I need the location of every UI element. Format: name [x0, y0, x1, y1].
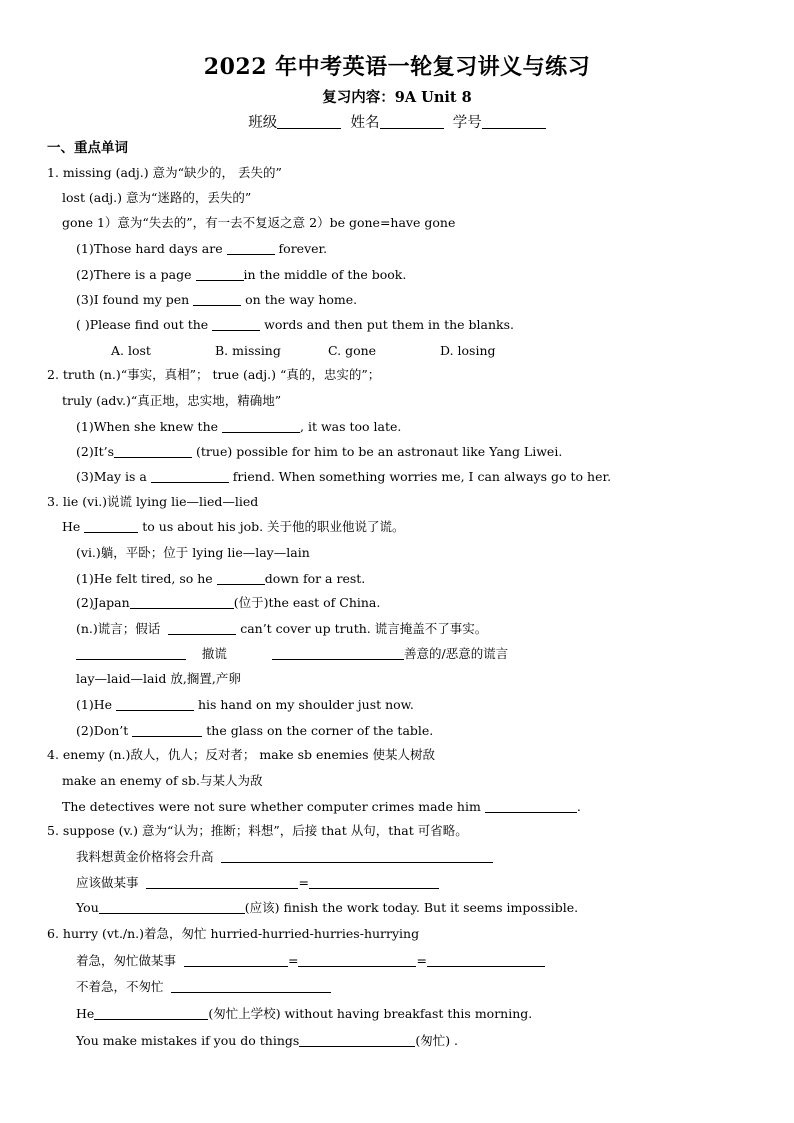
item-5-line-4: You (应该) finish the work today. But it seems impossible.	[76, 900, 579, 915]
item-6-heading: 6. hurry (vt./n.)着急，匆忙 hurried-hurried-hurries-hurrying	[47, 926, 420, 941]
item-1-line-2: lost (adj.) 意为“迷路的，丢失的”	[62, 190, 252, 205]
page-subtitle: 复习内容：9A Unit 8	[322, 89, 472, 106]
item-3-question-3: (1)He his hand on my shoulder just now.	[76, 697, 414, 712]
choice-b[interactable]: B. missing	[215, 343, 281, 358]
answer-blank[interactable]	[222, 420, 300, 433]
answer-blank[interactable]	[309, 876, 439, 889]
item-3-question-1: (1)He felt tired, so he down for a rest.	[76, 571, 366, 586]
item-1-question-3: (3)I found my pen on the way home.	[76, 292, 358, 307]
name-field[interactable]	[380, 114, 444, 129]
item-4-question-1: The detectives were not sure whether computer crimes made him .	[62, 799, 581, 814]
item-1-question-4: ( )Please find out the words and then put them in the blanks.	[76, 317, 514, 332]
item-2-question-2: (2)It’s (true) possible for him to be an astronaut like Yang Liwei.	[76, 444, 563, 459]
answer-blank[interactable]	[114, 445, 192, 458]
number-label: 学号	[452, 115, 482, 131]
item-3-line-4: (n.)谎言；假话 can’t cover up truth. 谎言掩盖不了事实。	[76, 621, 488, 636]
answer-blank[interactable]	[116, 698, 194, 711]
item-2-question-3: (3)May is a friend. When something worries me, I can always go to her.	[76, 469, 612, 484]
answer-blank[interactable]	[485, 800, 577, 813]
item-3-line-6: lay—laid—laid 放,搁置,产卵	[76, 671, 241, 686]
item-5-line-2: 我料想黄金价格将会升高	[76, 849, 493, 865]
answer-blank[interactable]	[227, 242, 275, 255]
answer-blank[interactable]	[132, 724, 202, 737]
item-3-question-2: (2)Japan (位于)the east of China.	[76, 595, 381, 610]
choice-d[interactable]: D. losing	[440, 343, 496, 358]
item-5-line-3: 应该做某事 =	[76, 875, 439, 891]
student-info-row	[0, 111, 794, 132]
item-2-line-2: truly (adv.)“真正地，忠实地，精确地”	[62, 393, 282, 408]
item-6-line-2: 着急，匆忙做某事 = =	[76, 953, 545, 969]
item-2-heading: 2. truth (n.)“事实，真相”； true (adj.) “真的，忠实的”；	[47, 367, 381, 382]
item-4-heading: 4. enemy (n.)敌人，仇人；反对者； make sb enemies 使某人树敌	[47, 747, 436, 762]
number-field[interactable]	[482, 114, 546, 129]
answer-blank[interactable]	[196, 268, 244, 281]
item-3-line-5: 撤谎	[76, 646, 227, 662]
item-1-question-1: (1)Those hard days are forever.	[76, 241, 328, 256]
item-5-heading: 5. suppose (v.) 意为“认为；推断；料想”，后接 that 从句，that 可省略。	[47, 823, 468, 838]
name-label: 姓名	[350, 115, 380, 131]
answer-blank[interactable]	[298, 954, 416, 967]
answer-blank[interactable]	[94, 1007, 208, 1020]
answer-blank[interactable]	[299, 1034, 415, 1047]
answer-blank[interactable]	[221, 850, 493, 863]
item-4-line-2: make an enemy of sb.与某人为敌	[62, 773, 263, 788]
item-3-question-4: (2)Don’t the glass on the corner of the table.	[76, 723, 434, 738]
class-field[interactable]	[277, 114, 341, 129]
answer-blank[interactable]	[130, 596, 234, 609]
item-6-line-4: He (匆忙上学校) without having breakfast this morning.	[76, 1006, 533, 1021]
answer-blank[interactable]	[99, 901, 245, 914]
answer-blank[interactable]	[171, 980, 331, 993]
answer-blank[interactable]	[76, 647, 186, 660]
answer-blank[interactable]	[151, 470, 229, 483]
answer-blank[interactable]	[184, 954, 288, 967]
item-3-line-2: He to us about his job. 关于他的职业他说了谎。	[62, 519, 405, 534]
page-title: 2022 年中考英语一轮复习讲义与练习	[203, 54, 591, 80]
item-3-line-5b: 善意的/恶意的谎言	[272, 646, 508, 662]
class-label: 班级	[248, 115, 278, 131]
choice-a[interactable]: A. lost	[111, 343, 151, 358]
answer-blank[interactable]	[168, 622, 236, 635]
item-1-question-2: (2)There is a page in the middle of the book.	[76, 267, 407, 282]
answer-blank[interactable]	[272, 647, 404, 660]
item-1-heading: 1. missing (adj.) 意为“缺少的， 丢失的”	[47, 165, 282, 180]
item-6-line-5: You make mistakes if you do things (匆忙) .	[76, 1033, 459, 1048]
section-heading: 一、重点单词	[47, 140, 128, 156]
item-6-line-3: 不着急，不匆忙	[76, 979, 331, 995]
item-3-heading: 3. lie (vi.)说谎 lying lie—lied—lied	[47, 494, 259, 509]
answer-blank[interactable]	[427, 954, 545, 967]
answer-blank[interactable]	[84, 520, 138, 533]
answer-blank[interactable]	[193, 293, 241, 306]
item-1-line-3: gone 1）意为“失去的”，有一去不复返之意 2）be gone=have gone	[62, 215, 456, 230]
answer-blank[interactable]	[217, 572, 265, 585]
answer-blank[interactable]	[212, 318, 260, 331]
answer-blank[interactable]	[146, 876, 298, 889]
item-3-line-3: (vi.)躺，平卧；位于 lying lie—lay—lain	[76, 545, 310, 560]
choice-c[interactable]: C. gone	[328, 343, 377, 358]
item-2-question-1: (1)When she knew the , it was too late.	[76, 419, 402, 434]
